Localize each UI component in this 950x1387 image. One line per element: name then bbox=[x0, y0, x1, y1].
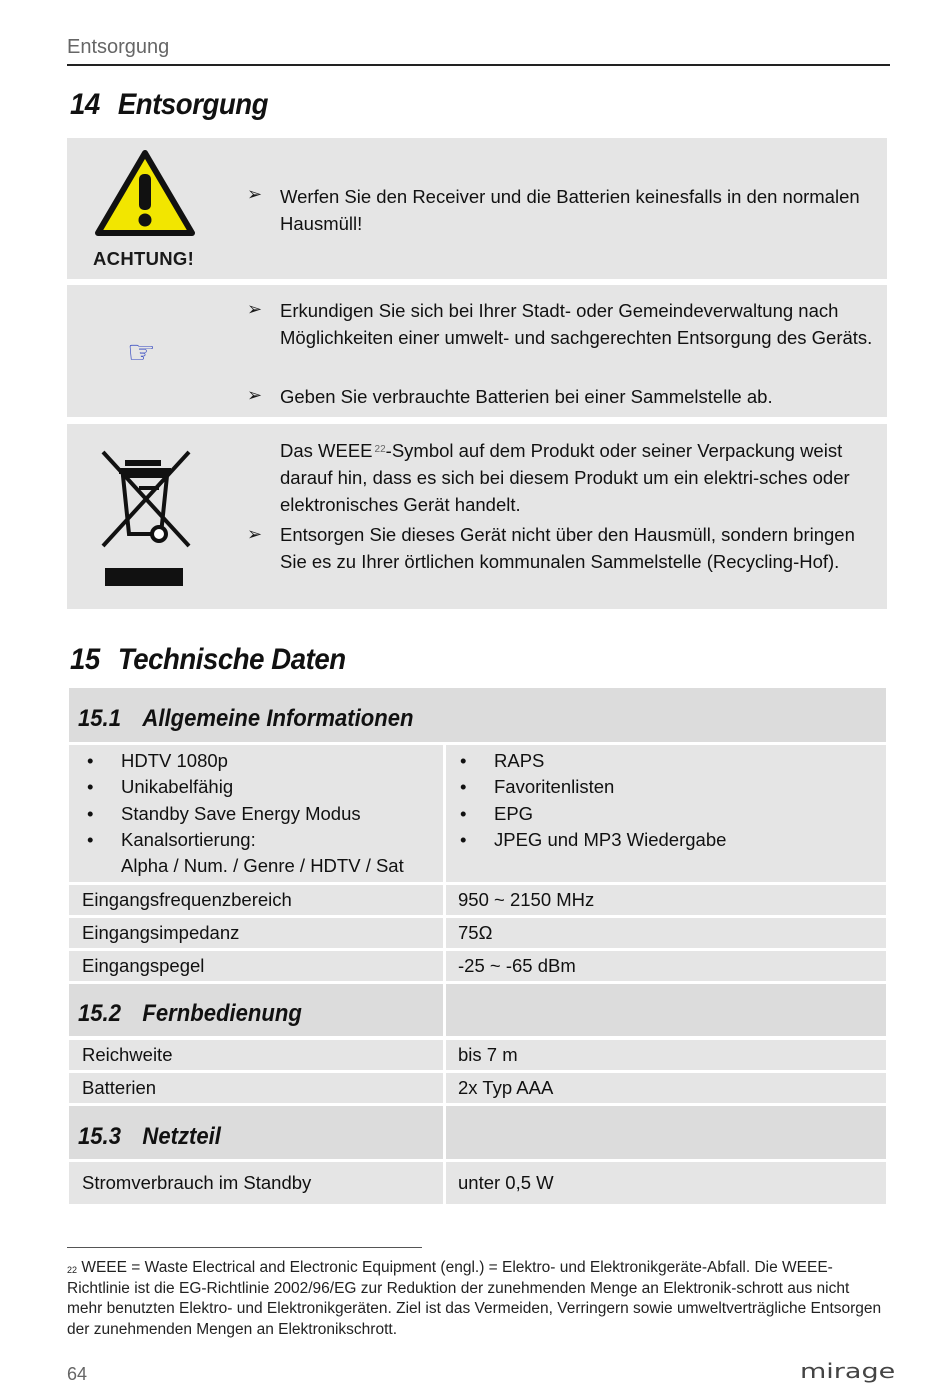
subsection-number: 15.3 bbox=[78, 1123, 121, 1150]
list-item bbox=[456, 748, 886, 774]
list-item bbox=[83, 827, 443, 880]
arrow-bullet: ➢ bbox=[247, 385, 263, 405]
subsection-15-1-heading bbox=[69, 688, 886, 742]
footnote-rule bbox=[67, 1247, 422, 1248]
crossed-out-wheelie-bin-icon bbox=[97, 446, 193, 588]
feature-text: RAPS bbox=[494, 750, 545, 771]
weee-intro-after: -Symbol auf dem Produkt oder seiner Verpackung weist darauf hin, dass es sich bei diesem Produkt um ein elektri-sches oder elektronisches Gerät handelt. bbox=[280, 440, 850, 515]
footnote-number: 22 bbox=[67, 1265, 78, 1275]
spec-label: Eingangsfrequenzbereich bbox=[69, 885, 443, 915]
section-15-heading bbox=[70, 643, 346, 677]
section-number: 15 bbox=[70, 643, 100, 676]
notice-text: Erkundigen Sie sich bei Ihrer Stadt- oder Gemeindeverwaltung nach Möglichkeiten einer umwelt- und sachgerechten Entsorgung des Geräts. bbox=[280, 300, 873, 348]
warning-notice bbox=[67, 138, 887, 279]
bullet-dot: • bbox=[460, 802, 467, 824]
feature-text-continuation: Alpha / Num. / Genre / HDTV / Sat bbox=[121, 855, 404, 877]
list-item bbox=[83, 748, 443, 774]
list-item bbox=[83, 774, 443, 800]
feature-text: HDTV 1080p bbox=[121, 750, 228, 771]
feature-text: Kanalsortierung: bbox=[121, 828, 256, 850]
spec-value: 2x Typ AAA bbox=[446, 1073, 886, 1103]
hint-notice bbox=[67, 285, 887, 417]
arrow-bullet: ➢ bbox=[247, 299, 263, 319]
notice-text: Entsorgen Sie dieses Gerät nicht über den Hausmüll, sondern bringen Sie es zu Ihrer örtlichen kommunalen Sammelstelle (Recycling-Hof). bbox=[280, 524, 855, 572]
empty-header-cell bbox=[446, 1106, 886, 1159]
bullet-dot: • bbox=[87, 802, 94, 824]
warning-icon-column bbox=[67, 138, 223, 279]
arrow-bullet: ➢ bbox=[247, 184, 263, 204]
spec-label: Eingangspegel bbox=[69, 951, 443, 981]
arrow-bullet: ➢ bbox=[247, 524, 263, 544]
footnote-ref[interactable]: 22 bbox=[374, 444, 386, 455]
feature-text: Favoritenlisten bbox=[494, 776, 615, 798]
bullet-dot: • bbox=[460, 750, 467, 771]
feature-text: Unikabelfähig bbox=[121, 776, 234, 798]
subsection-number: 15.2 bbox=[78, 1000, 121, 1027]
section-number: 14 bbox=[70, 88, 100, 121]
subsection-15-2-heading bbox=[69, 984, 443, 1036]
brand-logo-text: mirage bbox=[800, 1359, 896, 1384]
spec-value: -25 ~ -65 dBm bbox=[446, 951, 886, 981]
subsection-number: 15.1 bbox=[78, 705, 121, 732]
subsection-title: Fernbedienung bbox=[142, 1000, 302, 1027]
header-rule bbox=[67, 64, 890, 66]
page-number: 64 bbox=[67, 1364, 88, 1384]
list-item bbox=[456, 774, 886, 800]
spec-label: Stromverbrauch im Standby bbox=[69, 1162, 443, 1204]
notice-text: Werfen Sie den Receiver und die Batterien keinesfalls in den normalen Hausmüll! bbox=[280, 186, 860, 234]
list-item bbox=[83, 801, 443, 827]
empty-header-cell bbox=[446, 984, 886, 1036]
pointing-hand-icon: ☞ bbox=[127, 333, 156, 371]
spec-label: Eingangsimpedanz bbox=[69, 918, 443, 948]
spec-value: unter 0,5 W bbox=[446, 1162, 886, 1204]
tech-data-table bbox=[67, 688, 887, 1206]
warning-triangle-icon bbox=[95, 150, 195, 236]
features-right bbox=[446, 745, 886, 882]
bullet-dot: • bbox=[460, 776, 467, 798]
feature-text: EPG bbox=[494, 802, 534, 824]
weee-notice bbox=[67, 424, 887, 609]
subsection-title: Allgemeine Informationen bbox=[142, 705, 414, 732]
brand-logo bbox=[800, 1356, 895, 1387]
list-item bbox=[456, 801, 886, 827]
section-title: Entsorgung bbox=[117, 88, 269, 121]
bullet-dot: • bbox=[87, 750, 94, 771]
spec-value: bis 7 m bbox=[446, 1040, 886, 1070]
bullet-dot: • bbox=[87, 828, 94, 850]
weee-intro bbox=[280, 437, 885, 518]
footnote-text: WEEE = Waste Electrical and Electronic Equipment (engl.) = Elektro- und Elektronikgeräte-Abfall. Die WEEE-Richtlinie ist die EG-Richtlinie 2002/96/EG zur Reduktion der zunehmenden Menge an Elektronik-schrott aus nicht mehr benutzten Elektro- und Elektronikgeräten. Ziel ist das Vermeiden, Verringern sowie umweltverträgliche Entsorgen der zunehmenden Mengen an Elektronikschrott. bbox=[67, 1259, 882, 1338]
list-item bbox=[456, 827, 886, 853]
spec-value: 950 ~ 2150 MHz bbox=[446, 885, 886, 915]
spec-label: Batterien bbox=[69, 1073, 443, 1103]
feature-text: Standby Save Energy Modus bbox=[121, 802, 361, 824]
features-left bbox=[69, 745, 443, 882]
running-head: Entsorgung bbox=[67, 36, 170, 58]
warning-label: ACHTUNG! bbox=[93, 248, 195, 269]
section-title: Technische Daten bbox=[117, 643, 346, 676]
spec-label: Reichweite bbox=[69, 1040, 443, 1070]
bullet-dot: • bbox=[460, 828, 467, 850]
weee-intro-before: Das WEEE bbox=[280, 440, 373, 461]
bullet-dot: • bbox=[87, 776, 94, 798]
subsection-15-3-heading bbox=[69, 1106, 443, 1159]
subsection-title: Netzteil bbox=[142, 1123, 221, 1150]
feature-text: JPEG und MP3 Wiedergabe bbox=[494, 828, 727, 850]
spec-value: 75Ω bbox=[446, 918, 886, 948]
weee-icon-column bbox=[67, 424, 223, 609]
hint-icon-column bbox=[67, 285, 223, 417]
notice-text: Geben Sie verbrauchte Batterien bei einer Sammelstelle ab. bbox=[280, 386, 773, 407]
section-14-heading bbox=[70, 88, 268, 122]
footnote bbox=[67, 1258, 887, 1340]
